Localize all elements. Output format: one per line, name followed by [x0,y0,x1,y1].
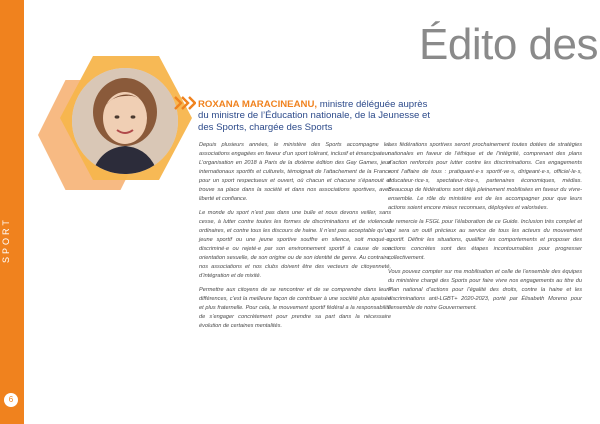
paragraph: Le monde du sport n’est pas dans une bulle et nous devons veiller, sans cesse, à lutter contre toutes les formes de discriminations et de violences ordinaires, et contre tous les discours de haine. Il n’est pas acceptable qu’un jeune sportif ou une jeune sportive souffre en silence, soit moqué·e, discriminé·e ou rejeté·e par son environnement sportif à cause de son orientation sexuelle, de son origine ou de son identité de genre. Au contraire, nos associations et nos clubs doivent être des vecteurs de citoyenneté, d’intégration et de mixité. [199,210,391,279]
author-role: ministre déléguée auprès du ministre de l’Éducation nationale, de la Jeunesse et des Sports, chargée des Sports [198,99,430,133]
page-number: 6 [4,393,18,407]
paragraph: Je remercie la FSGL pour l’élaboration de ce Guide. Inclusion très complet et qui sera un outil précieux au service de tous les acteurs du mouvement sportif. Définir les situations, qualifier les comportements et proposer des actions concrètes sont des étapes incontournables pour progresser collectivement. [388,219,582,261]
chevron-right-icon [174,96,196,110]
paragraph: Depuis plusieurs années, le ministère des Sports accompagne les associations engagées en faveur d’un sport tolérant, inclusif et émancipateur. L’organisation en 2018 à Paris de la dixième édition des Gay Games, jeux internationaux sportifs et culturels, témoignait de l’attachement de la France pour un sport respectueux et ouvert, où chacun et chacune s’épanouit et trouve sa place dans la société et dans nos associations sportives, avec liberté et confiance. [199,142,391,202]
portrait-photo [72,68,178,174]
paragraph: Permettre aux citoyens de se rencontrer et de se comprendre dans leurs différences, c’est la meilleure façon de contribuer à une société plus apaisée et plus fraternelle. Pour cela, le mouvement sportif fédéral a la responsabilité de s’engager concrètement pour prendre sa part dans la nécessaire évolution de certaines mentalités. [199,287,391,329]
text-column-right [388,141,582,318]
author-heading [198,99,438,133]
author-name: ROXANA MARACINEANU, [198,99,318,110]
paragraph: Vous pouvez compter sur ma mobilisation et celle de l’ensemble des équipes du ministère chargé des Sports pour faire vivre nos engagements au titre du Plan national d’actions pour l’égalité des droits, contre la haine et les discriminations anti-LGBT+ 2020-2023, porté par Élisabeth Moreno pour l’ensemble de notre Gouvernement. [388,269,582,311]
section-label: SPORT [1,217,11,263]
page-title: Édito des [419,20,598,69]
sidebar-band [0,0,24,424]
portrait-icon [72,68,178,174]
text-column-left [199,141,391,336]
paragraph: Les fédérations sportives seront prochainement toutes dotées de stratégies nationales en faveur de l’éthique et de l’intégrité, comprenant des plans d’action renforcés pour lutter contre les discriminations. Ces engagements sont l’affaire de tous : pratiquant·e·s sportif·ve·s, dirigeant·e·s, officiel·le·s, éducateur·rice·s, spectateur·rice·s, partenaires économiques, médias. Beaucoup de fédérations sont déjà pleinement mobilisées en faveur du vivre-ensemble. Le rôle du ministère est de les accompagner pour que leurs actions soient encore mieux reconnues, déployées et valorisées. [388,142,582,211]
